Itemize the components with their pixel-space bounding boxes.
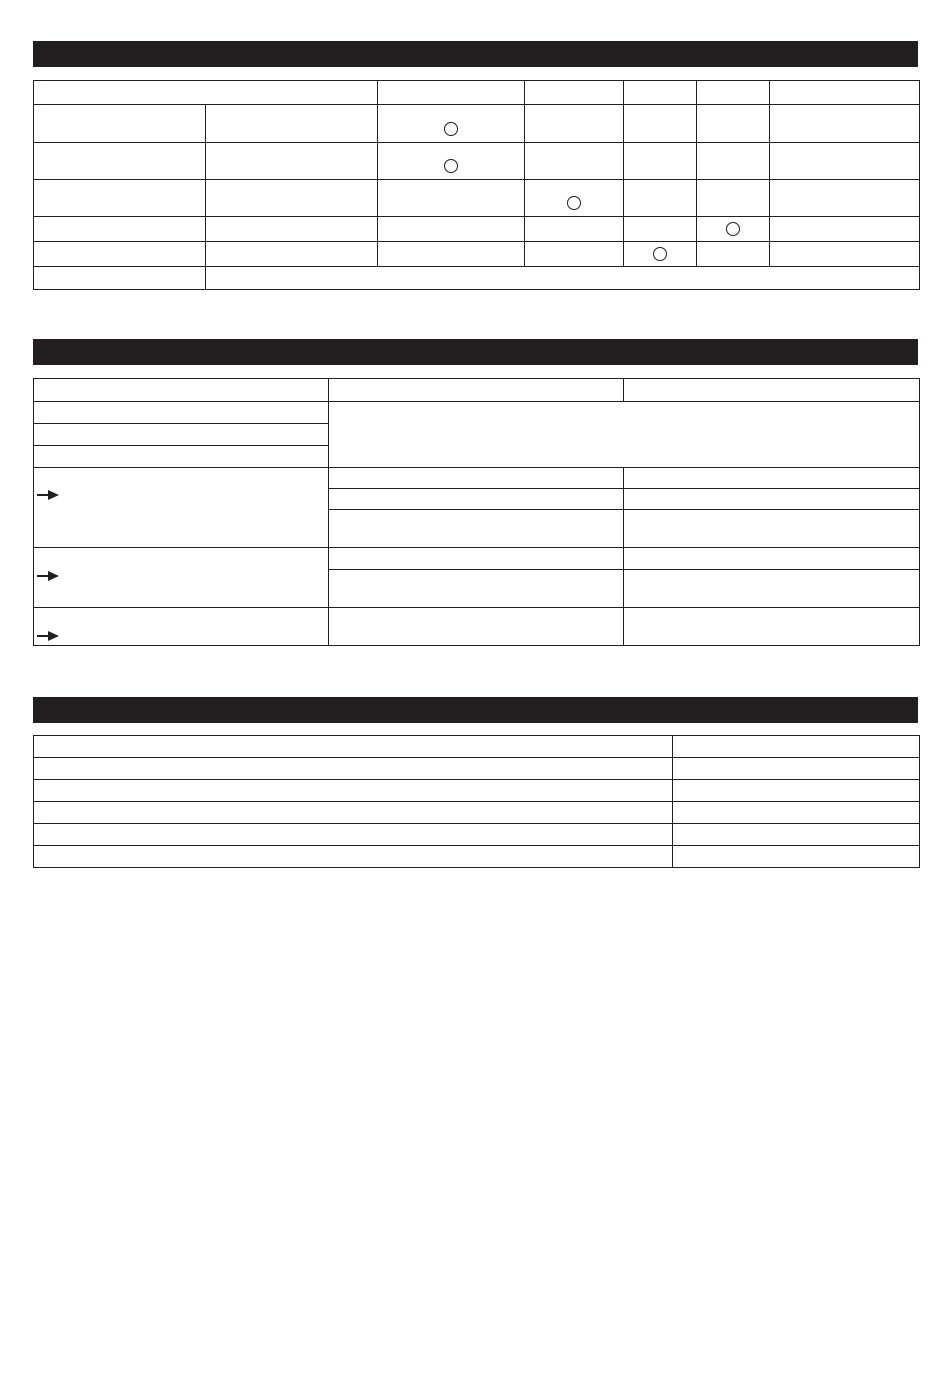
- table-cell: [329, 402, 920, 468]
- table-cell: [697, 143, 770, 180]
- table-cell: [34, 81, 378, 105]
- table-row: [34, 608, 920, 646]
- table-cell: [329, 468, 624, 489]
- table-cell: [378, 242, 525, 267]
- table-cell: [624, 180, 697, 217]
- table-cell: [525, 105, 624, 143]
- table-cell: [329, 489, 624, 510]
- table-row: [34, 217, 920, 242]
- table-cell: [329, 548, 624, 570]
- table-cell: [697, 81, 770, 105]
- circle-mark-icon: [444, 159, 458, 173]
- table-cell: [525, 81, 624, 105]
- table-cell: [624, 468, 920, 489]
- table-row: [34, 846, 920, 868]
- table-cell: [673, 736, 920, 758]
- table-cell: [34, 242, 206, 267]
- table-cell: [525, 143, 624, 180]
- table-row: [34, 802, 920, 824]
- table-row: [34, 81, 920, 105]
- table-cell: [206, 267, 920, 290]
- circle-mark-icon: [567, 196, 581, 210]
- table-cell: [206, 217, 378, 242]
- table-cell: [624, 489, 920, 510]
- table-cell: [378, 81, 525, 105]
- table-cell: [206, 143, 378, 180]
- table-cell: [770, 217, 920, 242]
- circle-mark-icon: [444, 122, 458, 136]
- arrow-right-icon: [37, 631, 59, 641]
- table-cell: [624, 242, 697, 267]
- table-1: [33, 80, 920, 290]
- table-cell: [673, 780, 920, 802]
- table-cell: [624, 143, 697, 180]
- table-row: [34, 758, 920, 780]
- table-row: [34, 548, 920, 570]
- table-cell: [34, 846, 673, 868]
- table-row: [34, 180, 920, 217]
- table-cell: [34, 402, 329, 424]
- table-cell: [770, 81, 920, 105]
- table-cell: [624, 608, 920, 646]
- arrow-right-icon: [37, 571, 59, 581]
- circle-mark-icon: [726, 222, 740, 236]
- table-cell: [206, 105, 378, 143]
- table-row: [34, 242, 920, 267]
- table-cell: [34, 736, 673, 758]
- table-cell: [624, 81, 697, 105]
- table-3: [33, 735, 920, 868]
- table-cell: [378, 105, 525, 143]
- table-cell: [525, 217, 624, 242]
- table-cell: [697, 217, 770, 242]
- table-row: [34, 824, 920, 846]
- table-cell: [34, 548, 329, 608]
- table-cell: [378, 217, 525, 242]
- table-cell: [624, 379, 920, 402]
- table-cell: [525, 180, 624, 217]
- table-row: [34, 267, 920, 290]
- table-cell: [378, 143, 525, 180]
- arrow-right-icon: [37, 490, 59, 500]
- section-header-bar-3: [33, 697, 918, 723]
- table-cell: [206, 242, 378, 267]
- table-cell: [673, 846, 920, 868]
- table-cell: [34, 424, 329, 446]
- table-cell: [329, 608, 624, 646]
- table-cell: [34, 379, 329, 402]
- circle-mark-icon: [653, 247, 667, 261]
- section-header-bar-2: [33, 339, 918, 365]
- table-cell: [329, 379, 624, 402]
- table-cell: [697, 105, 770, 143]
- table-row: [34, 143, 920, 180]
- table-row: [34, 105, 920, 143]
- table-2: [33, 378, 920, 646]
- table-cell: [34, 758, 673, 780]
- table-cell: [34, 267, 206, 290]
- table-cell: [34, 802, 673, 824]
- table-cell: [329, 570, 624, 608]
- table-row: [34, 402, 920, 424]
- table-cell: [624, 510, 920, 548]
- table-cell: [673, 758, 920, 780]
- table-row: [34, 379, 920, 402]
- table-cell: [34, 143, 206, 180]
- table-cell: [624, 548, 920, 570]
- table-cell: [770, 105, 920, 143]
- table-cell: [378, 180, 525, 217]
- table-cell: [34, 217, 206, 242]
- table-cell: [525, 242, 624, 267]
- table-cell: [624, 570, 920, 608]
- table-cell: [770, 143, 920, 180]
- table-cell: [673, 824, 920, 846]
- table-cell: [206, 180, 378, 217]
- section-header-bar-1: [33, 41, 918, 67]
- table-cell: [697, 180, 770, 217]
- table-cell: [34, 824, 673, 846]
- table-cell: [770, 180, 920, 217]
- table-cell: [697, 242, 770, 267]
- table-cell: [624, 217, 697, 242]
- table-row: [34, 780, 920, 802]
- table-cell: [34, 608, 329, 646]
- table-cell: [34, 105, 206, 143]
- table-cell: [34, 468, 329, 548]
- table-cell: [770, 242, 920, 267]
- table-cell: [34, 446, 329, 468]
- table-cell: [329, 510, 624, 548]
- table-row: [34, 736, 920, 758]
- table-cell: [34, 180, 206, 217]
- table-cell: [673, 802, 920, 824]
- table-cell: [624, 105, 697, 143]
- table-cell: [34, 780, 673, 802]
- table-row: [34, 468, 920, 489]
